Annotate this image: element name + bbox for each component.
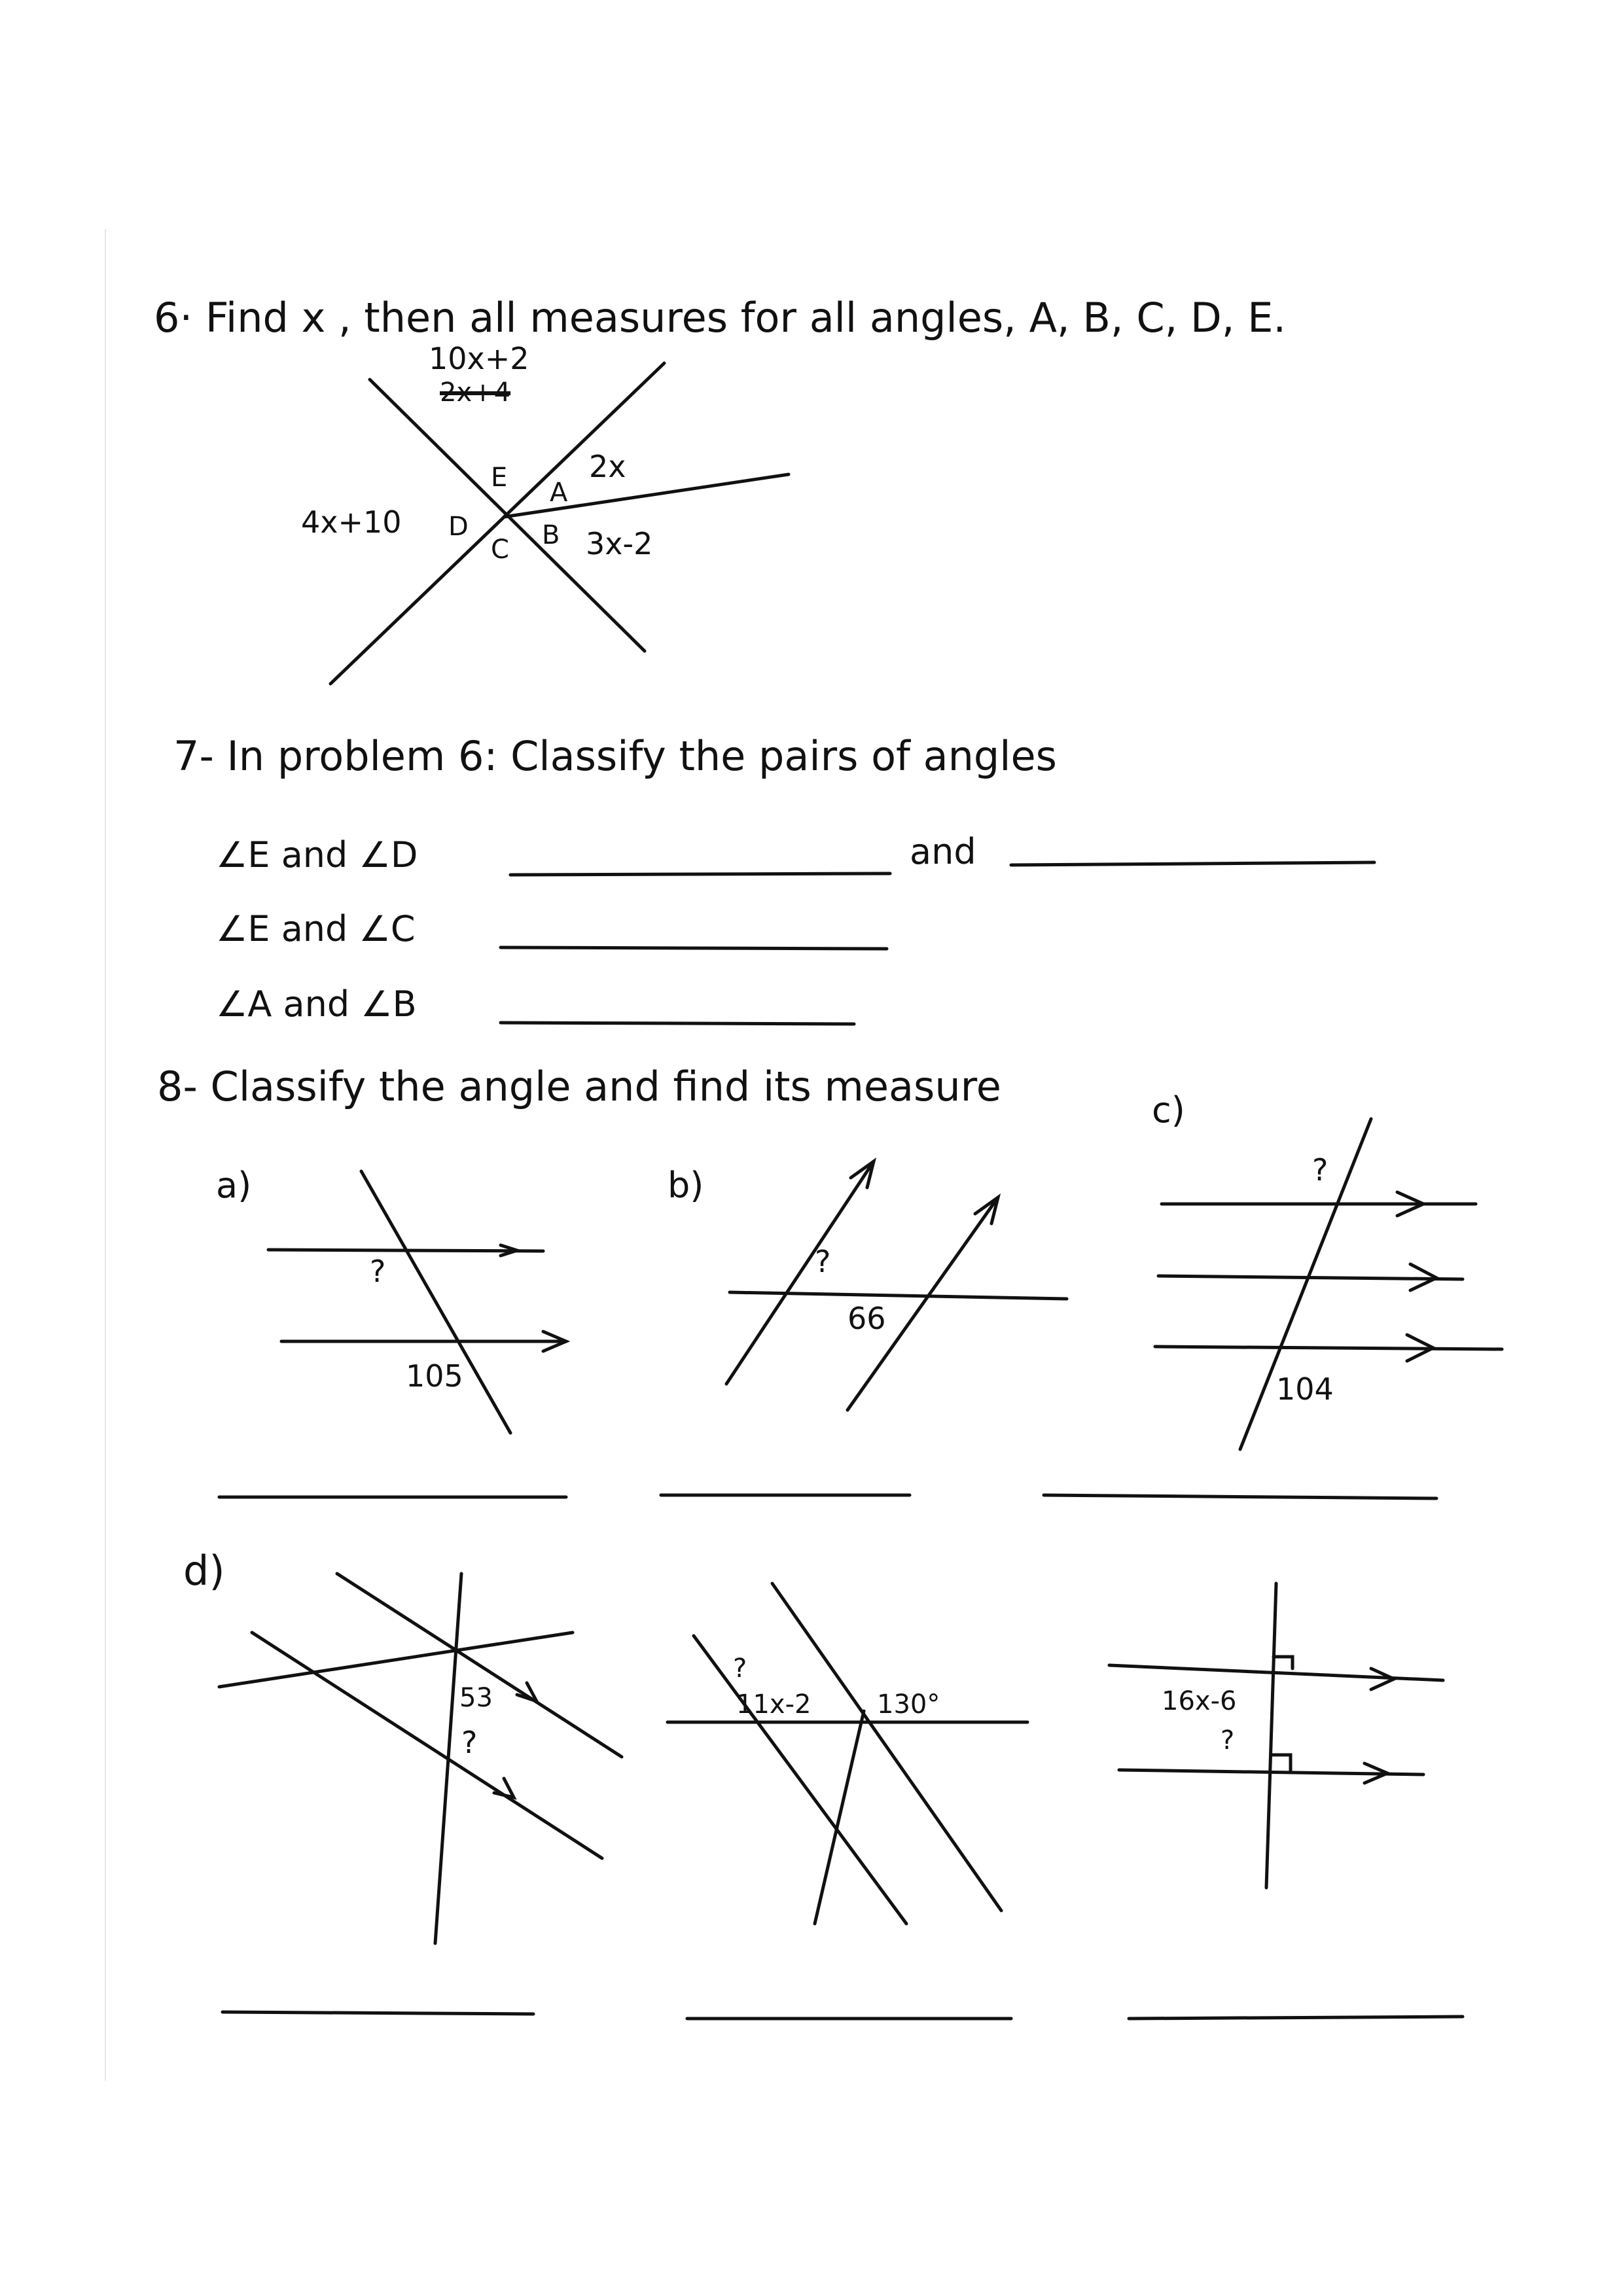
q8-row1-answer-lines: [219, 1495, 1436, 1498]
q6-label-d-expr: 4x+10: [301, 504, 402, 540]
q6-label-a-expr: 2x: [589, 449, 626, 484]
q6-label-top: 10x+2: [429, 341, 529, 376]
q8c-blank: [1044, 1495, 1436, 1498]
q6-label-B: B: [542, 520, 560, 550]
q6-ray-a: [504, 474, 789, 517]
q8b-arrow-2: [975, 1197, 998, 1224]
q8d-arrow-2: [494, 1778, 514, 1797]
q8d-line-3: [219, 1633, 573, 1687]
q8e-angle-expr: 11x-2: [736, 1689, 812, 1720]
q8e-angle: 130°: [877, 1689, 940, 1720]
q8a-angle: 105: [406, 1358, 463, 1394]
q6-label-A: A: [550, 478, 568, 508]
q8b-transversal: [730, 1292, 1067, 1299]
q6-label-C: C: [491, 535, 509, 565]
q8a-transversal: [361, 1171, 510, 1433]
q7-row-2-label: ∠E and ∠C: [216, 908, 416, 949]
q8d-figure: [219, 1574, 622, 1943]
q7-row-3-label: ∠A and ∠B: [216, 983, 417, 1025]
q6-label-D: D: [448, 512, 469, 542]
q8-row2-answer-lines: [223, 2012, 1463, 2019]
q8e-figure: [668, 1583, 1027, 1924]
q6-label-b-expr: 3x-2: [586, 526, 653, 561]
q7-row-1-connector: and: [910, 831, 976, 872]
q8d-blank: [223, 2012, 533, 2014]
q8b-figure: [726, 1161, 1067, 1410]
q6-prompt: 6· Find x , then all measures for all angles, A, B, C, D, E.: [154, 294, 1287, 342]
q7-blank-2: [501, 947, 887, 949]
q8d-angle: 53: [459, 1683, 493, 1713]
q8a-figure: [268, 1171, 566, 1433]
q8f-angle-expr: 16x-6: [1162, 1686, 1237, 1716]
q8b-arrow-1: [851, 1161, 874, 1188]
q7-prompt: 7- In problem 6: Classify the pairs of angles: [173, 732, 1057, 780]
q8e-slant: [815, 1711, 864, 1924]
q6-label-E: E: [491, 463, 508, 493]
q8c-label: c): [1152, 1089, 1185, 1131]
q7-blank-1b: [1011, 862, 1374, 865]
q8d-line-2: [252, 1633, 602, 1858]
q8c-parallel-2: [1158, 1276, 1463, 1279]
q8c-unknown: ?: [1312, 1152, 1329, 1188]
q7-blank-3: [501, 1023, 854, 1024]
q8f-unknown: ?: [1221, 1725, 1235, 1756]
q8a-unknown: ?: [370, 1254, 386, 1289]
q8e-line-1: [772, 1583, 1001, 1911]
q8f-figure: [1109, 1583, 1443, 1888]
q8e-unknown: ?: [733, 1653, 747, 1684]
q8d-unknown: ?: [461, 1725, 478, 1760]
q7-row-1-label: ∠E and ∠D: [216, 834, 418, 875]
q8-prompt: 8- Classify the angle and find its measure: [157, 1063, 1001, 1110]
q8f-vertical: [1266, 1583, 1276, 1888]
q8b-unknown: ?: [815, 1244, 831, 1279]
q8d-transversal: [435, 1574, 461, 1943]
q6-label-top-crossed: 2x+4: [440, 378, 511, 408]
q7-blank-1a: [510, 874, 890, 875]
q8b-parallel-1: [726, 1161, 874, 1384]
q8f-right-angle-1: [1274, 1657, 1293, 1669]
q8d-line-1: [337, 1574, 622, 1760]
q8a-label: a): [216, 1165, 252, 1206]
q8b-angle: 66: [847, 1301, 886, 1336]
q7-answer-lines: [501, 862, 1374, 1024]
q8f-blank: [1129, 2017, 1463, 2019]
q8e-line-2: [694, 1636, 906, 1924]
q8c-parallel-3: [1155, 1347, 1502, 1349]
q8d-label: d): [183, 1547, 225, 1595]
q8b-label: b): [668, 1165, 704, 1206]
q8f-right-angle-2: [1271, 1755, 1291, 1771]
q8c-angle: 104: [1276, 1371, 1334, 1407]
